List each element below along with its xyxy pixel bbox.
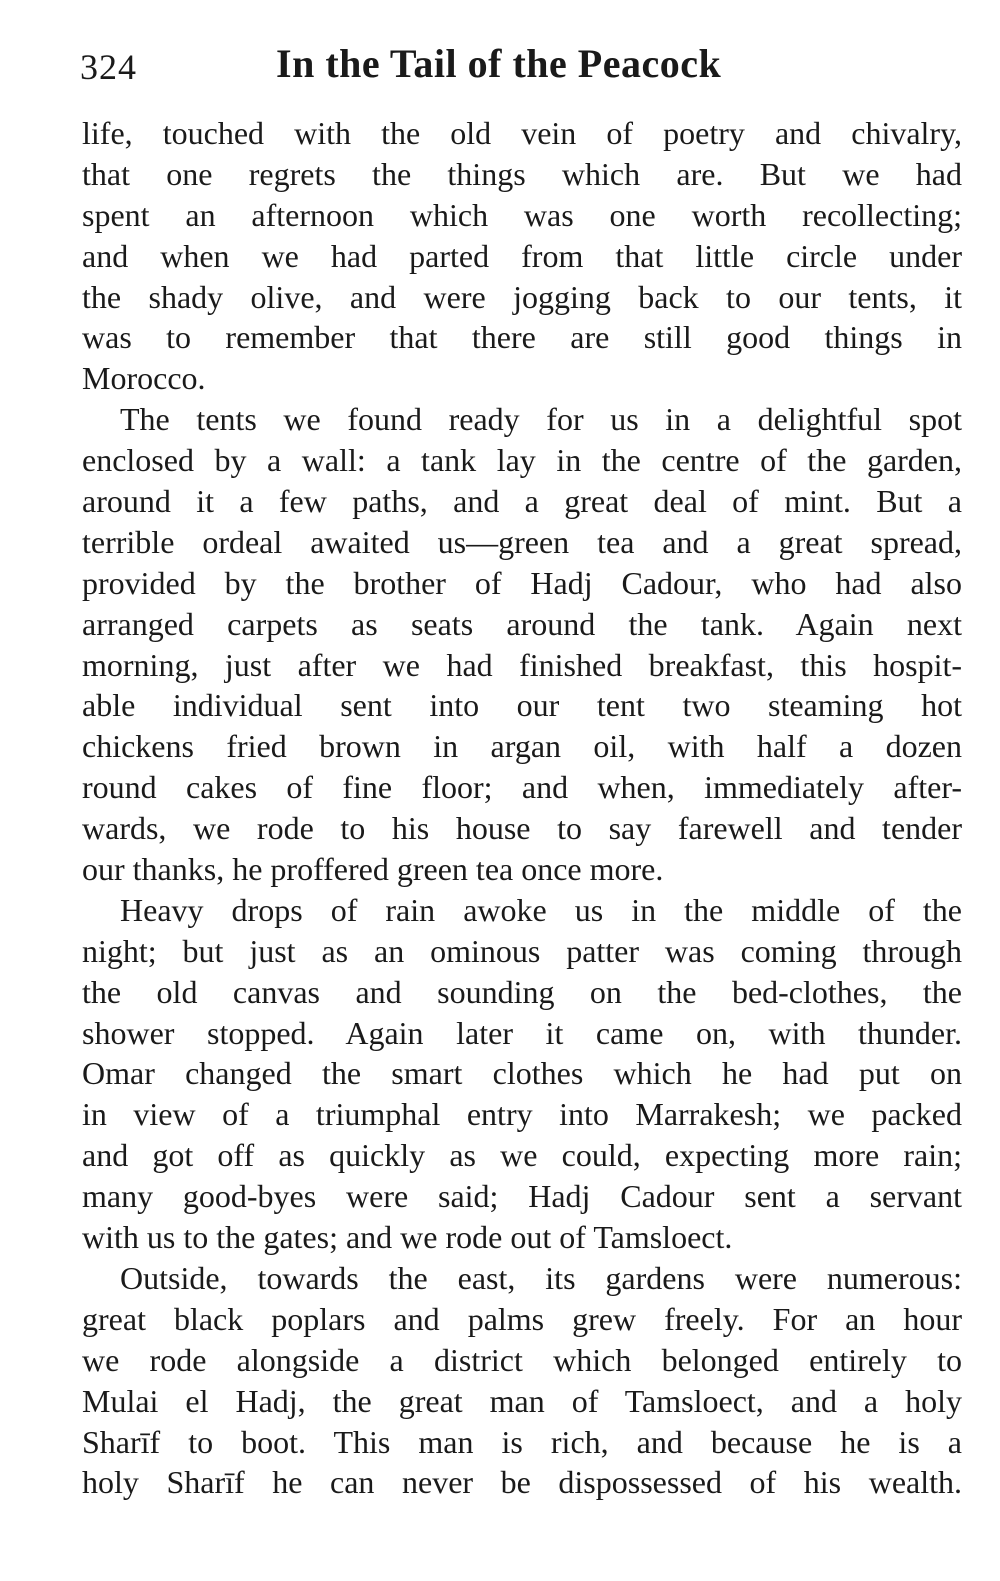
text-line: the old canvas and sounding on the bed-clothes, the (82, 973, 962, 1010)
text-line: the shady olive, and were jogging back to our tents, it (82, 278, 962, 315)
text-line: Mulai el Hadj, the great man of Tamsloect, and a holy (82, 1382, 962, 1419)
text-line: with us to the gates; and we rode out of Tamsloect. (82, 1219, 733, 1256)
text-line: spent an afternoon which was one worth recollecting; (82, 196, 962, 233)
text-line: provided by the brother of Hadj Cadour, who had also (82, 564, 962, 601)
paragraph (82, 113, 962, 399)
text-line: able individual sent into our tent two steaming hot (82, 687, 962, 724)
text-line: Outside, towards the east, its gardens were numerous: (120, 1259, 962, 1296)
page-header (80, 40, 960, 100)
text-line: our thanks, he proffered green tea once more. (82, 851, 664, 888)
text-line: that one regrets the things which are. But we had (82, 155, 962, 192)
text-line: Omar changed the smart clothes which he had put on (82, 1055, 962, 1092)
text-line: night; but just as an ominous patter was coming through (82, 932, 962, 969)
running-title: In the Tail of the Peacock (276, 41, 722, 86)
text-line: life, touched with the old vein of poetry and chivalry, (82, 115, 962, 151)
text-line: wards, we rode to his house to say farewell and tender (82, 810, 962, 847)
text-line: chickens fried brown in argan oil, with half a dozen (82, 728, 962, 765)
text-line: and got off as quickly as we could, expecting more rain; (82, 1137, 962, 1174)
text-line: around it a few paths, and a great deal of mint. But a (82, 483, 962, 520)
text-line: morning, just after we had finished breakfast, this hospit- (82, 646, 962, 683)
text-line: enclosed by a wall: a tank lay in the centre of the garden, (82, 442, 962, 479)
text-line: we rode alongside a district which belonged entirely to (82, 1341, 962, 1378)
paragraph (82, 399, 962, 890)
paragraph (82, 890, 962, 1258)
text-line: great black poplars and palms grew freely. For an hour (82, 1300, 962, 1337)
text-line: Sharīf to boot. This man is rich, and because he is a (82, 1423, 962, 1460)
text-line: shower stopped. Again later it came on, with thunder. (82, 1014, 962, 1051)
text-line: many good-byes were said; Hadj Cadour sent a servant (82, 1178, 962, 1215)
text-line: and when we had parted from that little circle under (82, 237, 962, 274)
body-text (82, 113, 962, 1503)
text-line: holy Sharīf he can never be dispossessed of his wealth. (82, 1464, 962, 1501)
text-line: Morocco. (82, 360, 206, 397)
paragraph (82, 1258, 962, 1503)
text-line: terrible ordeal awaited us—green tea and a great spread, (82, 523, 962, 560)
text-line: arranged carpets as seats around the tank. Again next (82, 605, 962, 642)
text-line: in view of a triumphal entry into Marrakesh; we packed (82, 1096, 962, 1133)
text-line: The tents we found ready for us in a delightful spot (120, 401, 962, 438)
text-line: Heavy drops of rain awoke us in the middle of the (120, 891, 962, 928)
page-number: 324 (80, 47, 137, 87)
text-line: was to remember that there are still good things in (82, 319, 962, 356)
text-line: round cakes of fine floor; and when, immediately after- (82, 769, 962, 806)
